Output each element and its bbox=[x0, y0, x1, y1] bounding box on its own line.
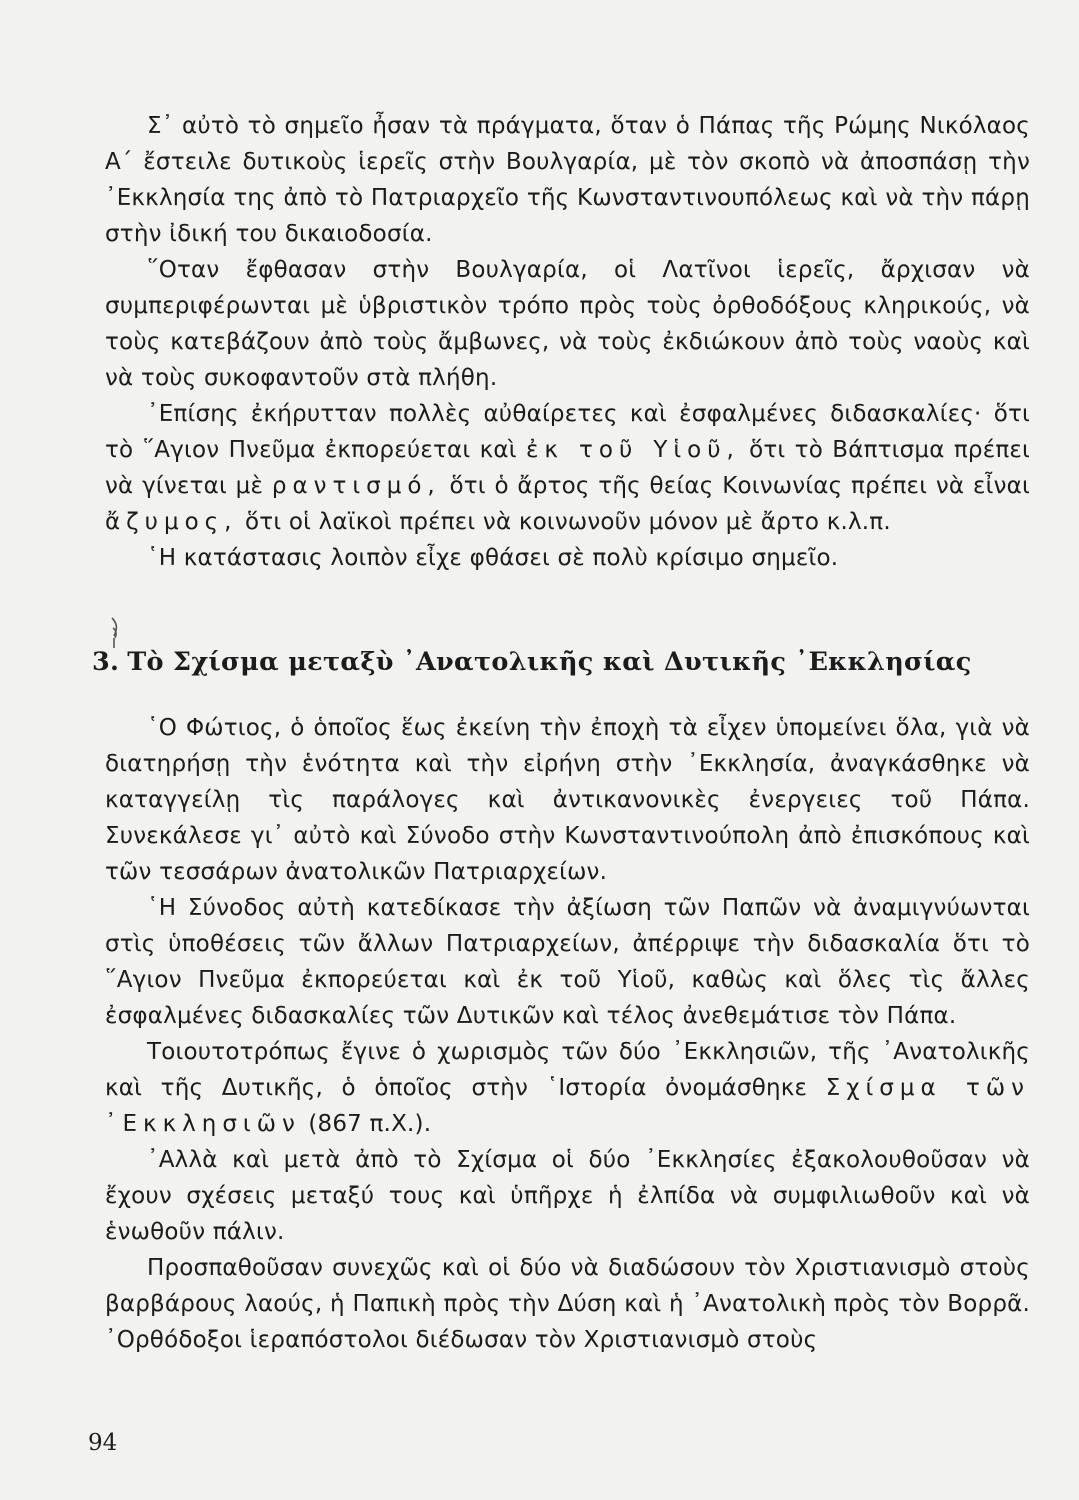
paragraph: ῾Ο Φώτιος, ὁ ὁποῖος ἕως ἐκείνη τὴν ἐποχὴ τὰ εἶχεν ὑπομείνει ὅλα, γιὰ νὰ διατηρήσῃ τὴν ἑνότητα καὶ τὴν εἰρήνη στὴν ᾿Εκκλησία, ἀναγκάσθηκε νὰ καταγγείλῃ τὶς παράλογες καὶ ἀντικανονικὲς ἐνεργειες τοῦ Πάπα. Συνεκάλεσε γι᾿ αὐτὸ καὶ Σύνοδο στὴν Κωνσταντινούπολη ἀπὸ ἐπισκόπους καὶ τῶν τεσσάρων ἀνατολικῶν Πατριαρχείων. bbox=[105, 715, 1030, 885]
text-block-top bbox=[105, 108, 1030, 576]
spaced-emphasis: ἄζυμος, bbox=[105, 509, 238, 535]
paragraph: ᾿Αλλὰ καὶ μετὰ ἀπὸ τὸ Σχίσμα οἱ δύο ᾿Εκκλησίες ἐξακολουθοῦσαν νὰ ἔχουν σχέσεις μεταξύ τους καὶ ὑπῆρχε ἡ ἐλπίδα νὰ συμφιλιωθοῦν καὶ νὰ ἑνωθοῦν πάλιν. bbox=[105, 1147, 1030, 1245]
paragraph-schism bbox=[105, 1034, 1030, 1142]
text-run: ὅτι τὸ Βάπτισμα πρέπει νὰ γίνεται μὲ bbox=[105, 437, 1031, 499]
section-title: Τὸ Σχίσμα μεταξὺ ᾿Ανατολικῆς καὶ Δυτικῆς ᾿Εκκλησίας bbox=[127, 647, 972, 677]
text-run: Τοιουτοτρόπως ἔγινε ὁ χωρισμὸς τῶν δύο ᾿Εκκλησιῶν, τῆς ᾿Ανατολικῆς καὶ τῆς Δυτικῆς, ὁ ὁποῖος στὴν ῾Ιστορία ὀνομάσθηκε bbox=[105, 1039, 1030, 1101]
section-number: 3. bbox=[92, 647, 120, 677]
text-run: ὅτι ὁ ἄρτος τῆς θείας Κοινωνίας πρέπει νὰ εἶναι bbox=[449, 473, 1031, 499]
text-run: ᾿Επίσης ἐκήρυτταν πολλὲς αὐθαίρετες καὶ ἐσφαλμένες διδασκαλίες· ὅτι τὸ ῞Αγιον Πνεῦμα ἐκπορεύεται καὶ bbox=[105, 401, 1030, 463]
text-block-bottom bbox=[105, 710, 1030, 1358]
spaced-emphasis: ραντισμό, bbox=[271, 473, 441, 499]
paragraph-false-teachings bbox=[105, 396, 1030, 540]
spaced-emphasis: ἐκ τοῦ Υἱοῦ, bbox=[526, 437, 740, 463]
paragraph: ῞Οταν ἔφθασαν στὴν Βουλγαρία, οἱ Λατῖνοι ἱερεῖς, ἄρχισαν νὰ συμπεριφέρωνται μὲ ὑβριστικὸν τρόπο πρὸς τοὺς ὀρθοδόξους κληρικούς, νὰ τοὺς κατεβάζουν ἀπὸ τοὺς ἄμβωνες, νὰ τοὺς ἐκδιώκουν ἀπὸ τοὺς ναοὺς καὶ νὰ τοὺς συκοφαντοῦν στὰ πλήθη. bbox=[105, 257, 1030, 391]
paragraph: Προσπαθοῦσαν συνεχῶς καὶ οἱ δύο νὰ διαδώσουν τὸν Χριστιανισμὸ στοὺς βαρβάρους λαούς, ἡ Παπικὴ πρὸς τὴν Δύση καὶ ἡ ᾿Ανατολικὴ πρὸς τὸν Βορρᾶ. ᾿Ορθόδοξοι ἱεραπόστολοι διέδωσαν τὸν Χριστιανισμὸ στοὺς bbox=[105, 1255, 1030, 1353]
text-run: ὅτι οἱ λαϊκοὶ πρέπει νὰ κοινωνοῦν μόνον μὲ ἄρτο κ.λ.π. bbox=[245, 509, 891, 535]
spaced-emphasis: Σχίσμα τῶν ᾿Εκκλησιῶν bbox=[105, 1075, 1030, 1137]
paragraph: ῾Η Σύνοδος αὐτὴ κατεδίκασε τὴν ἀξίωση τῶν Παπῶν νὰ ἀναμιγνύωνται στὶς ὑποθέσεις τῶν ἄλλων Πατριαρχείων, ἀπέρριψε τὴν διδασκαλία ὅτι τὸ ῞Αγιον Πνεῦμα ἐκπορεύεται καὶ ἐκ τοῦ Υἱοῦ, καθὼς καὶ ὅλες τὶς ἄλλες ἐσφαλμένες διδασκαλίες τῶν Δυτικῶν καὶ τέλος ἀνεθεμάτισε τὸν Πάπα. bbox=[105, 895, 1030, 1029]
text-run: (867 π.Χ.). bbox=[308, 1111, 432, 1137]
paragraph: Σ᾿ αὐτὸ τὸ σημεῖο ἦσαν τὰ πράγματα, ὅταν ὁ Πάπας τῆς Ρώμης Νικόλαος Α΄ ἔστειλε δυτικοὺς ἱερεῖς στὴν Βουλγαρία, μὲ τὸν σκοπὸ νὰ ἀποσπάσῃ τὴν ᾿Εκκλησία της ἀπὸ τὸ Πατριαρχεῖο τῆς Κωνσταντινουπόλεως καὶ νὰ τὴν πάρῃ στὴν ἰδική του δικαιοδοσία. bbox=[105, 113, 1030, 247]
paragraph: ῾Η κατάστασις λοιπὸν εἶχε φθάσει σὲ πολὺ κρίσιμο σημεῖο. bbox=[147, 545, 839, 571]
section-heading bbox=[92, 642, 1042, 682]
page-number: 94 bbox=[88, 1430, 118, 1456]
